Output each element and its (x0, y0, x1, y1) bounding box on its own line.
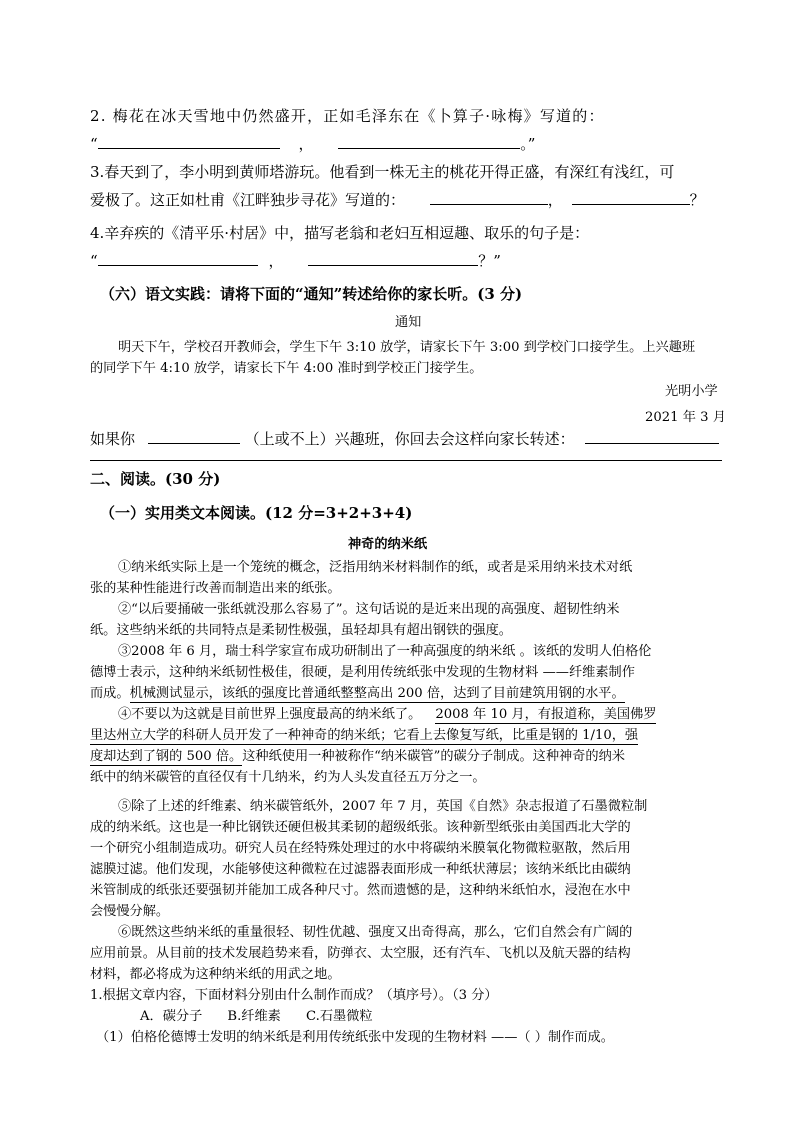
article-p5-line-1: ⑤除了上述的纤维素、纳米碳管纸外，2007 年 7 月，英国《自然》杂志报道了石墨微粒制 (118, 799, 648, 814)
interest-class-blank[interactable] (148, 429, 240, 444)
section-6-prompt (90, 428, 719, 449)
article-p4-underlined-3: 度却达到了钢的 500 倍。 (90, 749, 243, 764)
article-p1-line-1: ①纳米纸实际上是一个笼统的概念，泛指用纳米材料制作的纸，或者是采用纳米技术对纸 (118, 560, 633, 575)
practical-text-heading: （一）实用类文本阅读。(12 分=3+2+3+4) (100, 504, 413, 522)
q4-blank-2[interactable] (308, 251, 478, 266)
article-p4-line-1 (118, 703, 743, 722)
q2-close: 。” (520, 135, 536, 153)
prompt-rest: （上或不上）兴趣班，你回去会这样向家长转述： (244, 430, 575, 448)
question-1-stem: 1.根据文章内容，下面材料分别由什么制作而成？（填序号）。（3 分） (90, 988, 498, 1003)
article-p3-line-3a: 而成。 (90, 686, 130, 701)
q4-open-quote: “ (90, 252, 98, 270)
q3-line-1: 3.春天到了，李小明到黄师塔游玩。他看到一株无主的桃花开得正盛，有深红有浅红，可 (90, 163, 675, 181)
article-title: 神奇的纳米纸 (348, 537, 428, 552)
article-p4-line-2 (90, 724, 715, 743)
article-p2-line-1: ②“以后要捅破一张纸就没那么容易了”。这句话说的是近来出现的高强度、超韧性纳米 (118, 602, 620, 617)
q4-close: ？” (478, 252, 501, 270)
q3-line-2-text: 爱极了。这正如杜甫《江畔独步寻花》写道的： (90, 191, 406, 209)
article-p3-line-1: ③2008 年 6 月，瑞士科学家宣布成功研制出了一种高强度的纳米纸 。该纸的发明人伯格伦 (118, 644, 652, 659)
article-p5-line-2: 成的纳米纸。这也是一种比钢铁还硬但极其柔韧的超级纸张。该种新型纸张由美国西北大学的 (90, 820, 631, 835)
q2-blank-2[interactable] (338, 134, 520, 149)
article-p6-line-2: 应用前景。从目前的技术发展趋势来看，防弹衣、太空服，还有汽车、飞机以及航天器的结构 (90, 946, 631, 961)
q3-blank-2[interactable] (572, 190, 690, 205)
q3-qmark: ？ (689, 191, 705, 209)
q3-line-2 (90, 189, 705, 210)
notice-line-2: 的同学下午 4:10 放学，请家长下午 4:00 准时到学校正门接学生。 (90, 361, 483, 376)
q2-answer-line (90, 133, 535, 154)
article-p5-line-5: 米管制成的纸张还要强韧并能加工成各种尺寸。然而遗憾的是，这种纳米纸怕水，浸泡在水中 (90, 883, 631, 898)
article-p6-line-1: ⑥既然这些纳米纸的重量很轻、韧性优越、强度又出奇得高，那么，它们自然会有广阔的 (118, 925, 633, 940)
article-p3-underlined: 机械测试显示，该纸的强度比普通纸整整高出 200 倍，达到了目前建筑用钢的水平。 (129, 686, 625, 701)
q4-line-1: 4.辛弃疾的《清平乐·村居》中，描写老翁和老妇互相逗趣、取乐的句子是： (90, 224, 590, 242)
section-6-heading: （六）语文实践：请将下面的“通知”转述给你的家长听。(3 分) (100, 285, 523, 303)
q4-comma: ， (268, 252, 284, 270)
article-p4-underlined-2: 里达州立大学的科研人员开发了一种神奇的纳米纸；它看上去像复写纸，比重是钢的 1/10，强 (90, 728, 639, 743)
part-2-heading: 二、阅读。(30 分) (90, 470, 221, 488)
article-p6-line-3: 材料，都必将成为这种纳米纸的用武之地。 (90, 967, 341, 982)
article-p5-line-3: 一个研究小组制造成功。研究人员在经特殊处理过的水中将碳纳米膜氧化物微粒驱散，然后用 (90, 841, 631, 856)
relay-answer-blank-1[interactable] (585, 429, 719, 444)
notice-signature: 光明小学 (665, 384, 718, 399)
q2-blank-1[interactable] (98, 134, 280, 149)
q4-blank-1[interactable] (98, 251, 258, 266)
article-p3-line-3 (90, 682, 715, 701)
article-p4-line-3 (90, 745, 715, 764)
question-1-options: A．碳分子 B.纤维素 C.石墨微粒 (140, 1009, 373, 1024)
question-1-item-1: （1）伯格伦德博士发明的纳米纸是利用传统纸张中发现的生物材料 ——（ ）制作而成。 (96, 1030, 614, 1045)
notice-line-1: 明天下午，学校召开教师会，学生下午 3:10 放学，请家长下午 3:00 到学校门口接学生。上兴趣班 (118, 340, 696, 355)
article-p4-line-1a: ④不要以为这就是目前世界上强度最高的纳米纸了。 (118, 707, 422, 722)
article-p1-line-2: 张的某种性能进行改善而制造出来的纸张。 (90, 581, 341, 596)
q3-comma: ， (547, 191, 563, 209)
article-p4-line-4: 纸中的纳米碳管的直径仅有十几纳米，约为人头发直径五万分之一。 (90, 770, 486, 785)
prompt-if-you: 如果你 (90, 430, 136, 448)
article-p3-line-2: 德博士表示，这种纳米纸韧性极佳，很硬，是利用传统纸张中发现的生物材料 ——纤维素制作 (90, 665, 635, 680)
q3-blank-1[interactable] (430, 190, 548, 205)
article-p4-underlined-1: 2008 年 10 月，有报道称，美国佛罗 (435, 707, 657, 722)
notice-date: 2021 年 3 月 (645, 410, 726, 425)
q2-open-quote: “ (90, 135, 98, 153)
article-p4-line-3b: 这种纸使用一种被称作“纳米碳管”的碳分子制成。这种神奇的纳米 (242, 749, 625, 764)
q2-line-1: 2. 梅花在冰天雪地中仍然盛开，正如毛泽东在《卜算子·咏梅》写道的： (90, 107, 605, 125)
notice-title: 通知 (395, 315, 422, 330)
article-p5-line-4: 滤膜过滤。他们发现，水能够使这种微粒在过滤器表面形成一种纸状薄层；该纳米纸比由碳纳 (90, 862, 631, 877)
article-p2-line-2: 纸。这些纳米纸的共同特点是柔韧性极强，虽轻却具有超出钢铁的强度。 (90, 623, 512, 638)
relay-answer-blank-2[interactable] (90, 460, 722, 461)
article-p5-line-6: 会慢慢分解。 (90, 904, 170, 919)
q4-answer-line (90, 250, 501, 271)
q2-comma: ， (298, 135, 314, 153)
